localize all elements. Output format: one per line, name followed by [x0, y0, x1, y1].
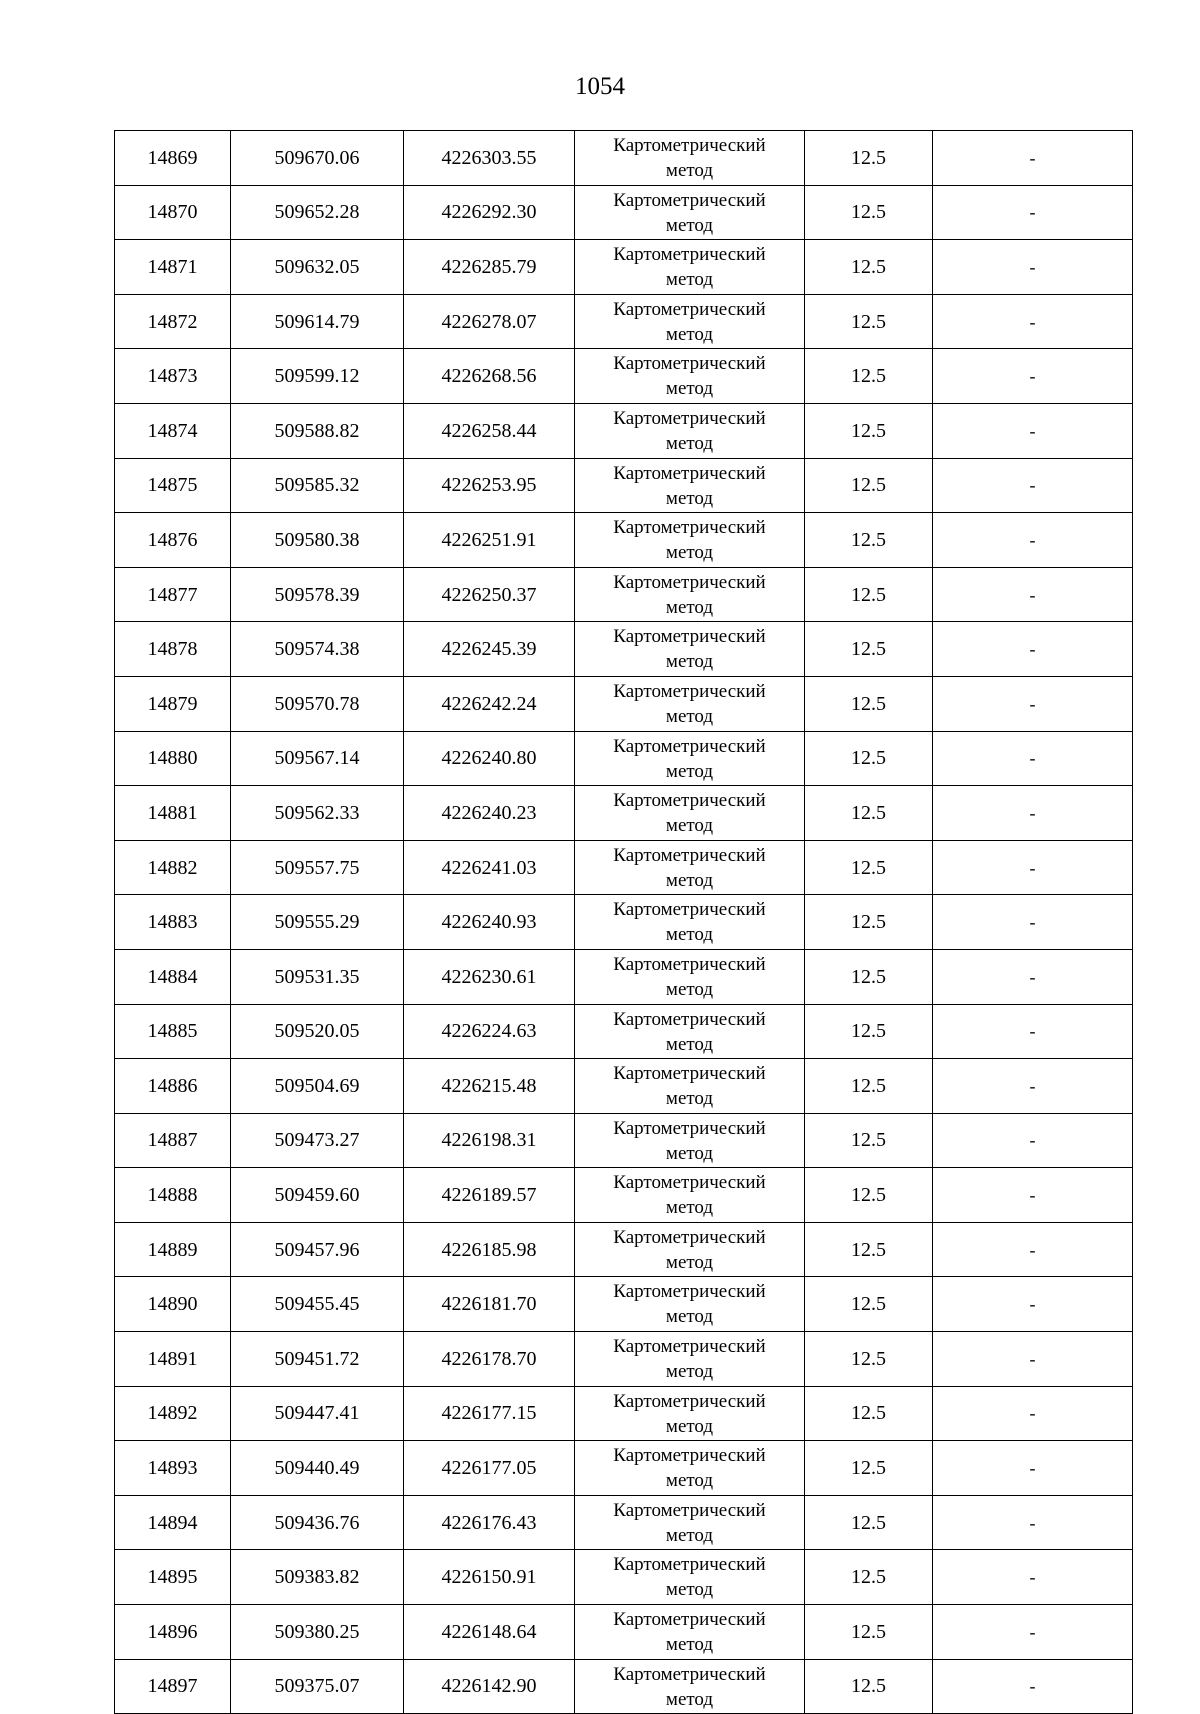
method-line-2: метод [665, 378, 714, 400]
method-line-1: Картометрический [613, 1445, 766, 1467]
method-line-2: метод [665, 651, 714, 673]
table-row [115, 949, 1133, 1004]
point-number-cell: 14884 [115, 949, 231, 1004]
method-cell [575, 1168, 805, 1223]
y-coordinate-cell: 4226250.37 [404, 567, 575, 622]
method-line-2: метод [665, 269, 714, 291]
x-coordinate-cell: 509457.96 [231, 1222, 404, 1277]
x-coordinate-cell: 509599.12 [231, 349, 404, 404]
method-line-1: Картометрический [613, 462, 766, 484]
accuracy-cell: 12.5 [805, 403, 933, 458]
point-number-cell: 14894 [115, 1495, 231, 1550]
y-coordinate-cell: 4226241.03 [404, 840, 575, 895]
y-coordinate-cell: 4226177.05 [404, 1441, 575, 1496]
y-coordinate-cell: 4226253.95 [404, 458, 575, 513]
method-line-2: метод [665, 487, 714, 509]
accuracy-cell: 12.5 [805, 1441, 933, 1496]
method-line-1: Картометрический [613, 517, 766, 539]
method-cell [575, 1550, 805, 1605]
y-coordinate-cell: 4226224.63 [404, 1004, 575, 1059]
accuracy-cell: 12.5 [805, 622, 933, 677]
accuracy-cell: 12.5 [805, 895, 933, 950]
method-cell [575, 1659, 805, 1714]
method-line-2: метод [665, 1415, 714, 1437]
table-row [115, 1168, 1133, 1223]
table-row [115, 185, 1133, 240]
point-number-cell: 14874 [115, 403, 231, 458]
method-line-2: метод [665, 815, 714, 837]
note-cell: - [933, 1441, 1133, 1496]
method-cell [575, 622, 805, 677]
table-row [115, 1332, 1133, 1387]
method-line-1: Картометрический [613, 1390, 766, 1412]
method-line-2: метод [665, 924, 714, 946]
note-cell: - [933, 840, 1133, 895]
method-line-1: Картометрический [613, 1554, 766, 1576]
method-line-2: метод [665, 1197, 714, 1219]
y-coordinate-cell: 4226215.48 [404, 1059, 575, 1114]
y-coordinate-cell: 4226148.64 [404, 1605, 575, 1660]
table-row [115, 1222, 1133, 1277]
accuracy-cell: 12.5 [805, 840, 933, 895]
method-line-1: Картометрический [613, 953, 766, 975]
point-number-cell: 14892 [115, 1386, 231, 1441]
method-cell [575, 1605, 805, 1660]
method-line-2: метод [665, 1088, 714, 1110]
method-cell [575, 403, 805, 458]
y-coordinate-cell: 4226278.07 [404, 294, 575, 349]
table-row [115, 131, 1133, 186]
method-line-1: Картометрический [613, 1499, 766, 1521]
x-coordinate-cell: 509455.45 [231, 1277, 404, 1332]
point-number-cell: 14882 [115, 840, 231, 895]
method-line-1: Картометрический [613, 1336, 766, 1358]
method-cell [575, 131, 805, 186]
table-row [115, 1277, 1133, 1332]
table-row [115, 676, 1133, 731]
point-number-cell: 14888 [115, 1168, 231, 1223]
table-body [115, 131, 1133, 1714]
y-coordinate-cell: 4226258.44 [404, 403, 575, 458]
accuracy-cell: 12.5 [805, 1222, 933, 1277]
x-coordinate-cell: 509632.05 [231, 240, 404, 295]
method-cell [575, 513, 805, 568]
method-line-1: Картометрический [613, 189, 766, 211]
method-cell [575, 676, 805, 731]
accuracy-cell: 12.5 [805, 1605, 933, 1660]
method-line-1: Картометрический [613, 1281, 766, 1303]
accuracy-cell: 12.5 [805, 731, 933, 786]
method-line-1: Картометрический [613, 1609, 766, 1631]
method-cell [575, 1332, 805, 1387]
table-row [115, 786, 1133, 841]
method-line-1: Картометрический [613, 135, 766, 156]
x-coordinate-cell: 509451.72 [231, 1332, 404, 1387]
table-row [115, 1441, 1133, 1496]
method-line-1: Картометрический [613, 571, 766, 593]
x-coordinate-cell: 509520.05 [231, 1004, 404, 1059]
method-line-1: Картометрический [613, 407, 766, 429]
point-number-cell: 14896 [115, 1605, 231, 1660]
point-number-cell: 14881 [115, 786, 231, 841]
accuracy-cell: 12.5 [805, 1059, 933, 1114]
point-number-cell: 14871 [115, 240, 231, 295]
method-line-2: метод [665, 214, 714, 236]
note-cell: - [933, 1059, 1133, 1114]
table-row [115, 403, 1133, 458]
accuracy-cell: 12.5 [805, 676, 933, 731]
note-cell: - [933, 185, 1133, 240]
point-number-cell: 14885 [115, 1004, 231, 1059]
table-row [115, 294, 1133, 349]
note-cell: - [933, 786, 1133, 841]
y-coordinate-cell: 4226240.80 [404, 731, 575, 786]
accuracy-cell: 12.5 [805, 949, 933, 1004]
method-line-1: Картометрический [613, 1226, 766, 1248]
method-cell [575, 1004, 805, 1059]
method-cell [575, 294, 805, 349]
method-cell [575, 567, 805, 622]
point-number-cell: 14876 [115, 513, 231, 568]
note-cell: - [933, 403, 1133, 458]
note-cell: - [933, 1277, 1133, 1332]
x-coordinate-cell: 509531.35 [231, 949, 404, 1004]
x-coordinate-cell: 509588.82 [231, 403, 404, 458]
note-cell: - [933, 731, 1133, 786]
method-cell [575, 840, 805, 895]
y-coordinate-cell: 4226185.98 [404, 1222, 575, 1277]
note-cell: - [933, 895, 1133, 950]
y-coordinate-cell: 4226242.24 [404, 676, 575, 731]
point-number-cell: 14883 [115, 895, 231, 950]
table-row [115, 840, 1133, 895]
accuracy-cell: 12.5 [805, 1495, 933, 1550]
x-coordinate-cell: 509380.25 [231, 1605, 404, 1660]
note-cell: - [933, 1332, 1133, 1387]
x-coordinate-cell: 509504.69 [231, 1059, 404, 1114]
y-coordinate-cell: 4226176.43 [404, 1495, 575, 1550]
method-line-2: метод [665, 542, 714, 564]
note-cell: - [933, 1605, 1133, 1660]
point-number-cell: 14880 [115, 731, 231, 786]
method-line-2: метод [665, 160, 714, 181]
point-number-cell: 14869 [115, 131, 231, 186]
x-coordinate-cell: 509570.78 [231, 676, 404, 731]
table-row [115, 240, 1133, 295]
note-cell: - [933, 622, 1133, 677]
method-line-2: метод [665, 1251, 714, 1273]
method-cell [575, 1113, 805, 1168]
table-row [115, 1004, 1133, 1059]
point-number-cell: 14877 [115, 567, 231, 622]
y-coordinate-cell: 4226240.23 [404, 786, 575, 841]
method-line-1: Картометрический [613, 1663, 766, 1685]
note-cell: - [933, 1659, 1133, 1714]
y-coordinate-cell: 4226292.30 [404, 185, 575, 240]
x-coordinate-cell: 509585.32 [231, 458, 404, 513]
x-coordinate-cell: 509580.38 [231, 513, 404, 568]
method-line-2: метод [665, 1142, 714, 1164]
note-cell: - [933, 1113, 1133, 1168]
accuracy-cell: 12.5 [805, 1113, 933, 1168]
note-cell: - [933, 949, 1133, 1004]
point-number-cell: 14870 [115, 185, 231, 240]
note-cell: - [933, 1004, 1133, 1059]
x-coordinate-cell: 509652.28 [231, 185, 404, 240]
method-line-2: метод [665, 1361, 714, 1383]
method-line-2: метод [665, 1688, 714, 1710]
method-cell [575, 895, 805, 950]
table-row [115, 622, 1133, 677]
method-line-1: Картометрический [613, 1172, 766, 1194]
point-number-cell: 14891 [115, 1332, 231, 1387]
x-coordinate-cell: 509670.06 [231, 131, 404, 186]
x-coordinate-cell: 509557.75 [231, 840, 404, 895]
method-line-1: Картометрический [613, 680, 766, 702]
note-cell: - [933, 349, 1133, 404]
accuracy-cell: 12.5 [805, 131, 933, 186]
table-row [115, 1113, 1133, 1168]
note-cell: - [933, 1222, 1133, 1277]
method-line-2: метод [665, 760, 714, 782]
note-cell: - [933, 676, 1133, 731]
accuracy-cell: 12.5 [805, 786, 933, 841]
page-number: 1054 [575, 73, 625, 100]
point-number-cell: 14889 [115, 1222, 231, 1277]
method-line-2: метод [665, 705, 714, 727]
point-number-cell: 14875 [115, 458, 231, 513]
method-line-2: метод [665, 1524, 714, 1546]
note-cell: - [933, 458, 1133, 513]
method-cell [575, 949, 805, 1004]
table-row [115, 895, 1133, 950]
x-coordinate-cell: 509578.39 [231, 567, 404, 622]
y-coordinate-cell: 4226285.79 [404, 240, 575, 295]
table-row [115, 458, 1133, 513]
x-coordinate-cell: 509383.82 [231, 1550, 404, 1605]
note-cell: - [933, 294, 1133, 349]
coordinates-table [114, 130, 1133, 1714]
method-line-1: Картометрический [613, 1008, 766, 1030]
method-cell [575, 349, 805, 404]
x-coordinate-cell: 509567.14 [231, 731, 404, 786]
y-coordinate-cell: 4226150.91 [404, 1550, 575, 1605]
method-line-1: Картометрический [613, 298, 766, 320]
accuracy-cell: 12.5 [805, 513, 933, 568]
method-cell [575, 1386, 805, 1441]
point-number-cell: 14890 [115, 1277, 231, 1332]
accuracy-cell: 12.5 [805, 240, 933, 295]
note-cell: - [933, 240, 1133, 295]
method-line-1: Картометрический [613, 244, 766, 266]
table-row [115, 1386, 1133, 1441]
method-line-1: Картометрический [613, 899, 766, 921]
x-coordinate-cell: 509473.27 [231, 1113, 404, 1168]
accuracy-cell: 12.5 [805, 1168, 933, 1223]
method-cell [575, 1277, 805, 1332]
point-number-cell: 14897 [115, 1659, 231, 1714]
method-line-2: метод [665, 1306, 714, 1328]
point-number-cell: 14886 [115, 1059, 231, 1114]
method-cell [575, 1059, 805, 1114]
table-row [115, 1059, 1133, 1114]
method-cell [575, 1441, 805, 1496]
note-cell: - [933, 1168, 1133, 1223]
x-coordinate-cell: 509459.60 [231, 1168, 404, 1223]
note-cell: - [933, 1386, 1133, 1441]
accuracy-cell: 12.5 [805, 294, 933, 349]
method-line-1: Картометрический [613, 790, 766, 812]
method-line-1: Картометрический [613, 844, 766, 866]
point-number-cell: 14887 [115, 1113, 231, 1168]
method-cell [575, 731, 805, 786]
y-coordinate-cell: 4226177.15 [404, 1386, 575, 1441]
y-coordinate-cell: 4226198.31 [404, 1113, 575, 1168]
point-number-cell: 14873 [115, 349, 231, 404]
table-row [115, 567, 1133, 622]
method-cell [575, 786, 805, 841]
y-coordinate-cell: 4226268.56 [404, 349, 575, 404]
x-coordinate-cell: 509447.41 [231, 1386, 404, 1441]
method-line-2: метод [665, 869, 714, 891]
method-line-1: Картометрический [613, 353, 766, 375]
accuracy-cell: 12.5 [805, 567, 933, 622]
x-coordinate-cell: 509562.33 [231, 786, 404, 841]
note-cell: - [933, 567, 1133, 622]
method-cell [575, 458, 805, 513]
method-line-1: Картометрический [613, 735, 766, 757]
accuracy-cell: 12.5 [805, 1332, 933, 1387]
accuracy-cell: 12.5 [805, 1659, 933, 1714]
x-coordinate-cell: 509440.49 [231, 1441, 404, 1496]
x-coordinate-cell: 509555.29 [231, 895, 404, 950]
method-cell [575, 185, 805, 240]
table-row [115, 1495, 1133, 1550]
y-coordinate-cell: 4226142.90 [404, 1659, 575, 1714]
y-coordinate-cell: 4226230.61 [404, 949, 575, 1004]
y-coordinate-cell: 4226245.39 [404, 622, 575, 677]
method-cell [575, 1495, 805, 1550]
accuracy-cell: 12.5 [805, 1004, 933, 1059]
note-cell: - [933, 513, 1133, 568]
accuracy-cell: 12.5 [805, 1386, 933, 1441]
accuracy-cell: 12.5 [805, 185, 933, 240]
method-line-1: Картометрический [613, 1063, 766, 1085]
y-coordinate-cell: 4226178.70 [404, 1332, 575, 1387]
method-line-1: Картометрический [613, 626, 766, 648]
x-coordinate-cell: 509614.79 [231, 294, 404, 349]
point-number-cell: 14893 [115, 1441, 231, 1496]
table-row [115, 349, 1133, 404]
table-row [115, 1659, 1133, 1714]
point-number-cell: 14879 [115, 676, 231, 731]
table-row [115, 1550, 1133, 1605]
method-line-2: метод [665, 1033, 714, 1055]
table-row [115, 731, 1133, 786]
point-number-cell: 14872 [115, 294, 231, 349]
accuracy-cell: 12.5 [805, 1277, 933, 1332]
method-line-2: метод [665, 432, 714, 454]
method-line-2: метод [665, 1579, 714, 1601]
note-cell: - [933, 131, 1133, 186]
method-line-2: метод [665, 323, 714, 345]
method-line-2: метод [665, 1470, 714, 1492]
method-line-1: Картометрический [613, 1117, 766, 1139]
table-row [115, 1605, 1133, 1660]
y-coordinate-cell: 4226181.70 [404, 1277, 575, 1332]
y-coordinate-cell: 4226240.93 [404, 895, 575, 950]
table-row [115, 513, 1133, 568]
accuracy-cell: 12.5 [805, 349, 933, 404]
y-coordinate-cell: 4226303.55 [404, 131, 575, 186]
method-cell [575, 1222, 805, 1277]
method-line-2: метод [665, 978, 714, 1000]
accuracy-cell: 12.5 [805, 458, 933, 513]
note-cell: - [933, 1550, 1133, 1605]
method-line-2: метод [665, 596, 714, 618]
accuracy-cell: 12.5 [805, 1550, 933, 1605]
point-number-cell: 14895 [115, 1550, 231, 1605]
method-line-2: метод [665, 1634, 714, 1656]
y-coordinate-cell: 4226251.91 [404, 513, 575, 568]
method-cell [575, 240, 805, 295]
x-coordinate-cell: 509375.07 [231, 1659, 404, 1714]
x-coordinate-cell: 509436.76 [231, 1495, 404, 1550]
y-coordinate-cell: 4226189.57 [404, 1168, 575, 1223]
note-cell: - [933, 1495, 1133, 1550]
x-coordinate-cell: 509574.38 [231, 622, 404, 677]
point-number-cell: 14878 [115, 622, 231, 677]
